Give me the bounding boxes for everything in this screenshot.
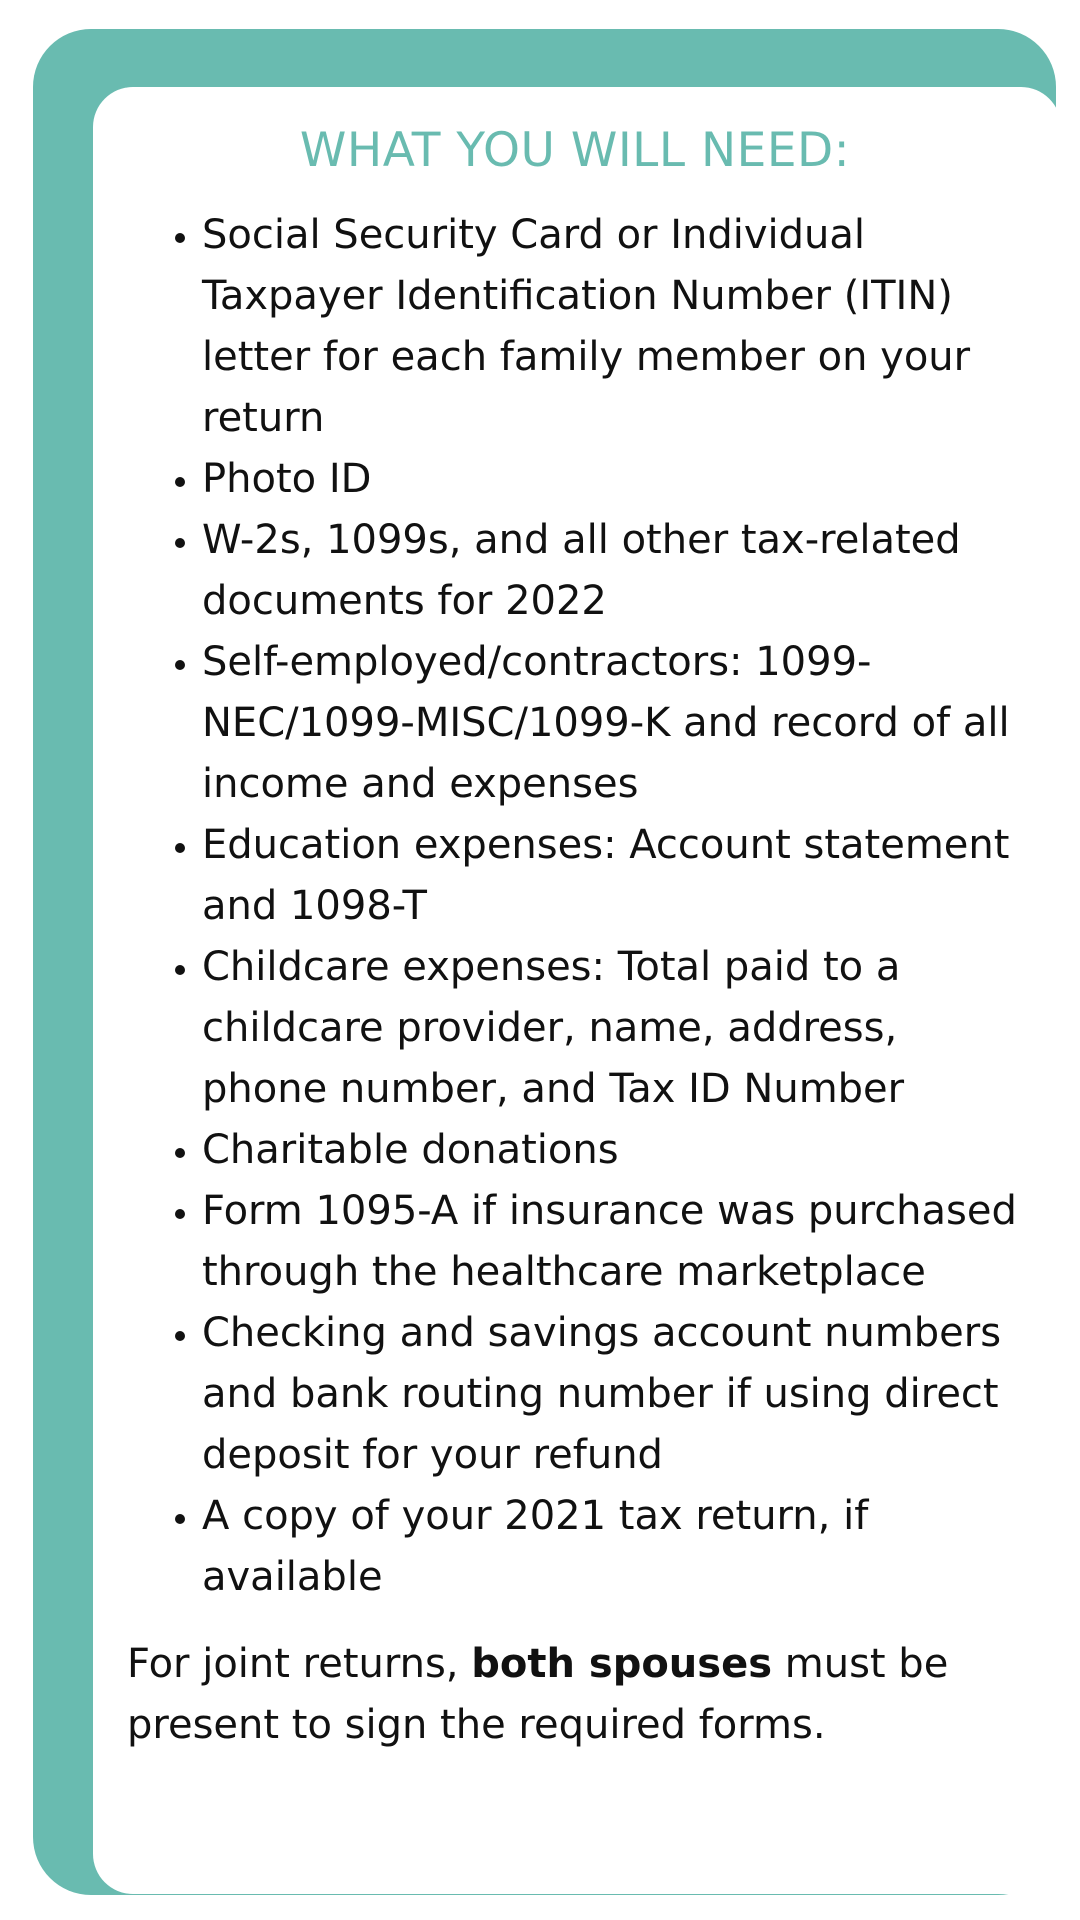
list-item: • Charitable donations	[202, 1120, 1023, 1181]
list-item: • Form 1095-A if insurance was purchased through the healthcare marketplace	[202, 1181, 1023, 1303]
list-item: • A copy of your 2021 tax return, if available	[202, 1486, 1023, 1608]
list-item: • Social Security Card or Individual Taxpayer Identification Number (ITIN) letter for each family member on your return	[202, 205, 1023, 449]
list-item: • W-2s, 1099s, and all other tax-related documents for 2022	[202, 510, 1023, 632]
checklist-card	[93, 87, 1061, 1894]
joint-returns-note	[127, 1634, 1023, 1756]
list-item: • Checking and savings account numbers and bank routing number if using direct deposit for your refund	[202, 1303, 1023, 1486]
list-item: • Photo ID	[202, 449, 1023, 510]
card-title: WHAT YOU WILL NEED:	[299, 123, 851, 178]
note-emphasis: both spouses	[471, 1641, 773, 1688]
list-item: • Childcare expenses: Total paid to a childcare provider, name, address, phone number, and Tax ID Number	[202, 937, 1023, 1120]
note-text-end: must be present to sign the required forms.	[127, 1641, 949, 1749]
list-item: • Education expenses: Account statement and 1098-T	[202, 815, 1023, 937]
card-border	[33, 29, 1056, 1895]
list-item: • Self-employed/contractors: 1099-NEC/1099-MISC/1099-K and record of all income and expenses	[202, 632, 1023, 815]
requirements-list	[127, 205, 1023, 1608]
note-text-start: For joint returns,	[127, 1641, 472, 1688]
